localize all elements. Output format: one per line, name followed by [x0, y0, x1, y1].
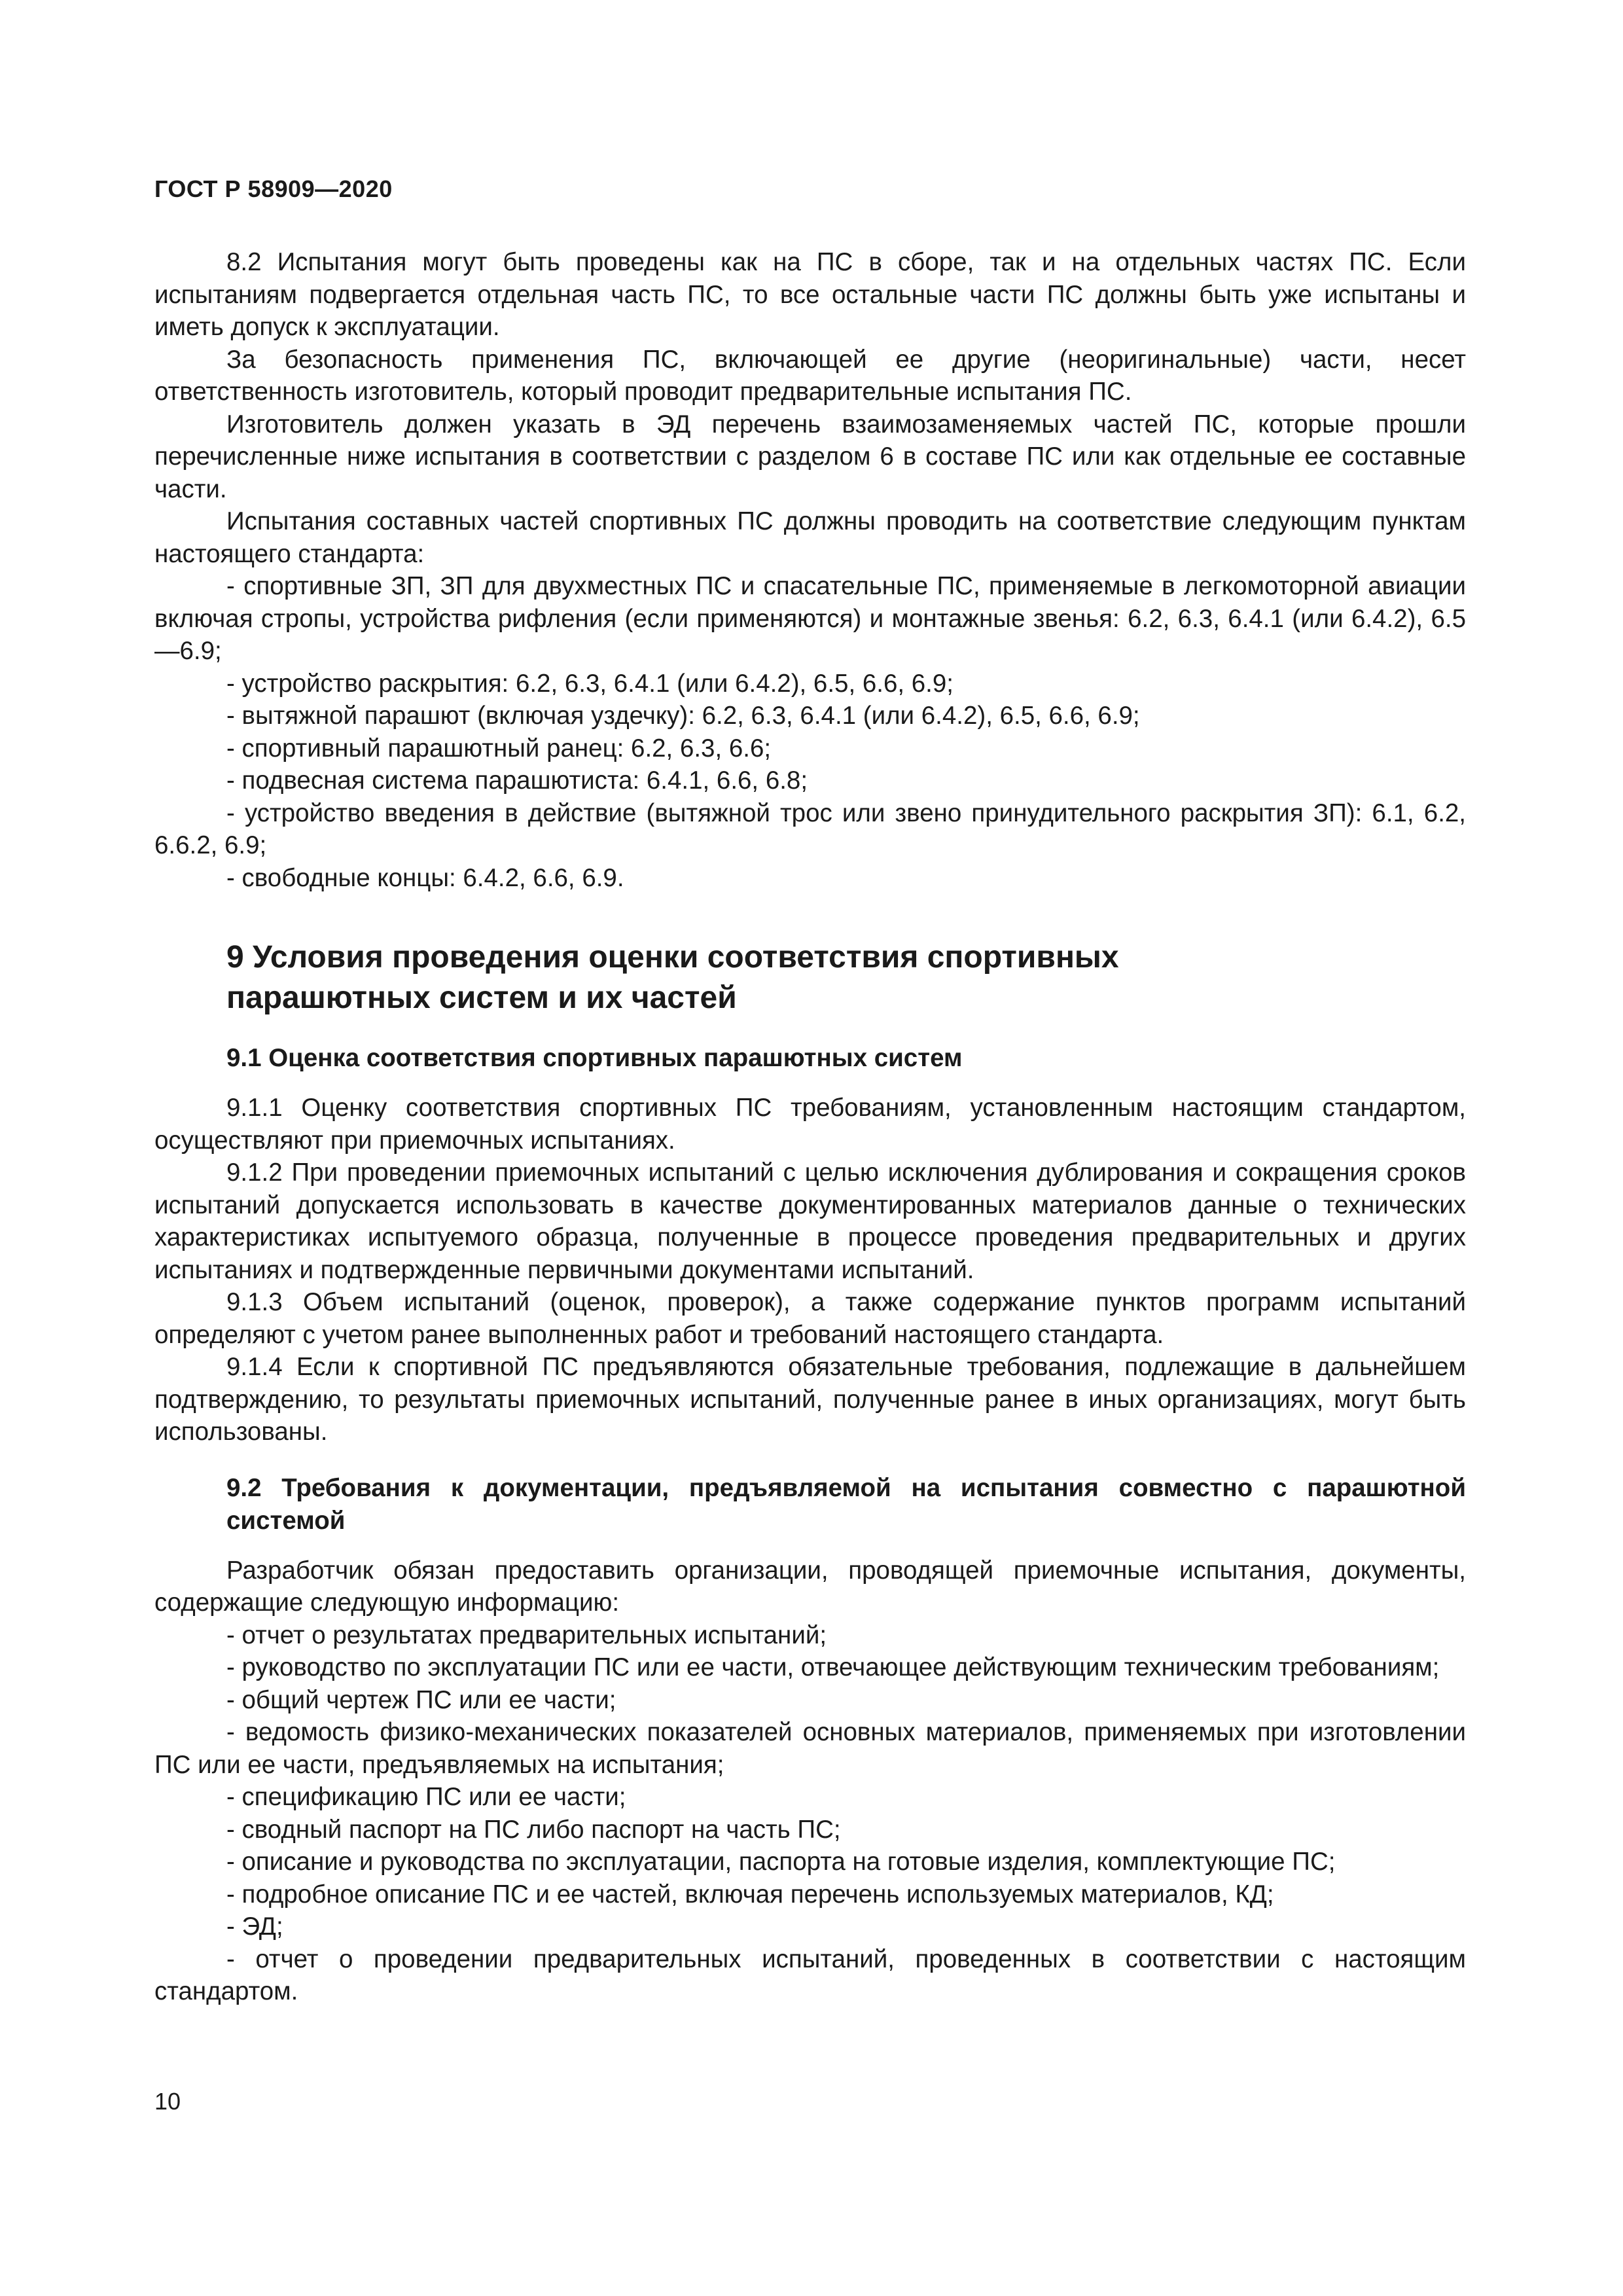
list-item-container: - спортивный парашютный ранец: 6.2, 6.3, 6.6; [226, 734, 772, 762]
paragraph-9-1-3: 9.1.3 Объем испытаний (оценок, проверок), а также содержание пунктов программ испытаний определяют с учетом ранее выполненных работ и требований настоящего стандарта. [154, 1288, 1466, 1349]
section-9-title-line-1: 9 Условия проведения оценки соответствия спортивных [226, 940, 1119, 975]
list-item-detailed-description: - подробное описание ПС и ее частей, включая перечень используемых материалов, КД; [226, 1880, 1274, 1909]
list-item-deployment-device: - устройство раскрытия: 6.2, 6.3, 6.4.1 (или 6.4.2), 6.5, 6.6, 6.9; [226, 669, 954, 698]
list-item-descriptions: - описание и руководства по эксплуатации, паспорта на готовые изделия, комплектующие ПС; [226, 1848, 1336, 1876]
paragraph-component-tests: Испытания составных частей спортивных ПС должны проводить на соответствие следующим пунктам настоящего стандарта: [154, 507, 1466, 568]
list-item-reserve-parachutes: - спортивные ЗП, ЗП для двухместных ПС и спасательные ПС, применяемые в легкомоторной авиации включая стропы, устройства рифления (если применяются) и монтажные звенья: 6.2, 6.3, 6.4.1 (или 6.4.2), 6.5—6.9; [154, 572, 1466, 665]
page-number: 10 [154, 2088, 181, 2115]
list-item-test-report: - отчет о проведении предварительных испытаний, проведенных в соответствии с настоящим стандартом. [154, 1945, 1466, 2005]
list-item-preliminary-report: - отчет о результатах предварительных испытаний; [226, 1621, 827, 1649]
list-item-risers: - свободные концы: 6.4.2, 6.6, 6.9. [226, 863, 624, 892]
paragraph-9-1-2: 9.1.2 При проведении приемочных испытаний с целью исключения дублирования и сокращения сроков испытаний допускается использовать в качестве документированных материалов данные о технических характеристиках испытуемого образца, полученные в процессе проведения предварительных и других испытаниях и подтвержденные первичными документами испытаний. [154, 1158, 1466, 1284]
list-item-ed: - ЭД; [226, 1912, 283, 1941]
paragraph-manufacturer-list: Изготовитель должен указать в ЭД перечень взаимозаменяемых частей ПС, которые прошли перечисленные ниже испытания в соответствии с разделом 6 в составе ПС или как отдельные ее составные части. [154, 410, 1466, 503]
list-item-activation-device: - устройство введения в действие (вытяжной трос или звено принудительного раскрытия ЗП): 6.1, 6.2, 6.6.2, 6.9; [154, 798, 1466, 859]
list-item-general-drawing: - общий чертеж ПС или ее части; [226, 1685, 616, 1714]
paragraph-9-1-1: 9.1.1 Оценку соответствия спортивных ПС требованиям, установленным настоящим стандартом, осуществляют при приемочных испытаниях. [154, 1094, 1466, 1155]
paragraph-8-2: 8.2 Испытания могут быть проведены как на ПС в сборе, так и на отдельных частях ПС. Если испытаниям подвергается отдельная часть ПС, то все остальные части ПС должны быть уже испытаны и иметь допуск к эксплуатации. [154, 248, 1466, 341]
section-9-title [226, 937, 1466, 1018]
list-item-operating-manual: - руководство по эксплуатации ПС или ее части, отвечающее действующим техническим требованиям; [226, 1653, 1440, 1681]
page-body [154, 246, 1466, 2008]
document-standard-number: ГОСТ Р 58909—2020 [154, 175, 393, 202]
list-item-materials-statement: - ведомость физико-механических показателей основных материалов, применяемых при изготовлении ПС или ее части, предъявляемых на испытания; [154, 1718, 1466, 1779]
subsection-9-1-title: 9.1 Оценка соответствия спортивных парашютных систем [226, 1044, 963, 1072]
list-item-harness: - подвесная система парашютиста: 6.4.1, 6.6, 6.8; [226, 766, 808, 795]
subsection-9-2-title: 9.2 Требования к документации, предъявляемой на испытания совместно с парашютной системой [226, 1473, 1466, 1535]
paragraph-9-1-4: 9.1.4 Если к спортивной ПС предъявляются обязательные требования, подлежащие в дальнейшем подтверждению, то результаты приемочных испытаний, полученные ранее в иных организациях, могут быть использованы. [154, 1353, 1466, 1446]
list-item-pilot-chute: - вытяжной парашют (включая уздечку): 6.2, 6.3, 6.4.1 (или 6.4.2), 6.5, 6.6, 6.9; [226, 702, 1140, 730]
paragraph-9-2-intro: Разработчик обязан предоставить организации, проводящей приемочные испытания, документы, содержащие следующую информацию: [154, 1556, 1466, 1617]
paragraph-responsibility: За безопасность применения ПС, включающей ее другие (неоригинальные) части, несет ответственность изготовитель, который проводит предварительные испытания ПС. [154, 345, 1466, 406]
list-item-passport: - сводный паспорт на ПС либо паспорт на часть ПС; [226, 1815, 841, 1844]
list-item-specification: - спецификацию ПС или ее части; [226, 1783, 626, 1811]
section-9-title-line-2: парашютных систем и их частей [226, 980, 737, 1015]
